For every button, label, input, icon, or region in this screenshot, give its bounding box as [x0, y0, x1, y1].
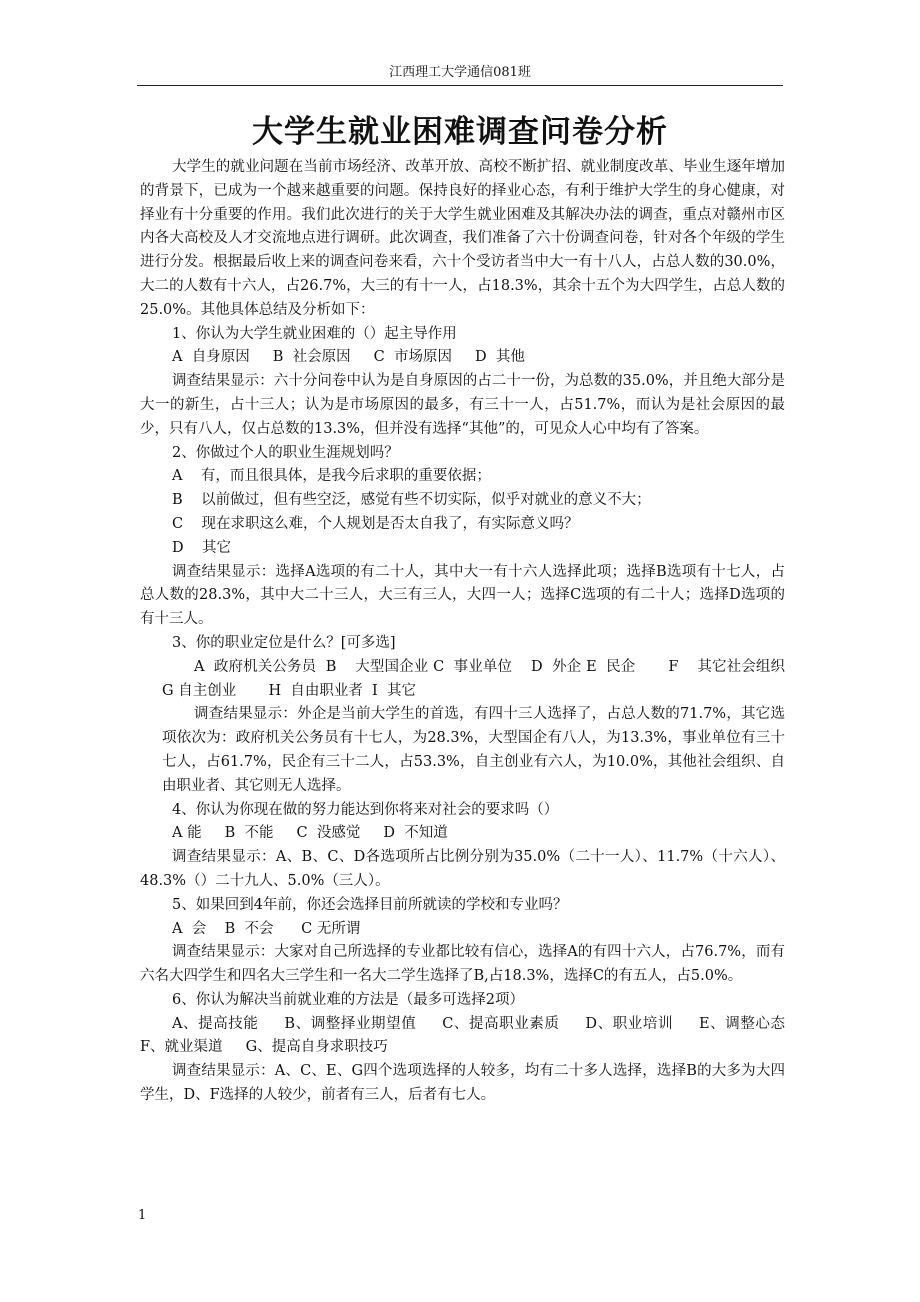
question-1: 1、你认为大学生就业困难的（）起主导作用: [172, 325, 457, 342]
question-3-options: A 政府机关公务员 B 大型国企业 C 事业单位 D 外企 E 民企 F 其它社会组织 G 自主创业 H 自由职业者 I 其它: [162, 658, 809, 699]
question-4-options: A 能 B 不能 C 没感觉 D 不知道: [172, 825, 448, 842]
document-body: [140, 156, 809, 1108]
header-rule: [137, 85, 783, 86]
question-2-option-c: C 现在求职这么难，个人规划是否太自我了，有实际意义吗？: [172, 515, 579, 532]
question-3: 3、你的职业定位是什么？[可多选]: [172, 634, 396, 651]
question-6-result: 调查结果显示：A、C、E、G四个选项选择的人较多，均有二十多人选择，选择B的大多为大四学生，D、F选择的人较少，前者有三人，后者有七人。: [140, 1063, 785, 1104]
question-2-option-d: D 其它: [172, 539, 232, 556]
question-4: 4、你认为你现在做的努力能达到你将来对社会的要求吗（）: [172, 801, 559, 818]
question-6-options: A、提高技能 B、调整择业期望值 C、提高职业素质 D、职业培训 E、调整心态 F、就业渠道 G、提高自身求职技巧: [140, 1015, 809, 1056]
question-3-result: 调查结果显示：外企是当前大学生的首选，有四十三人选择了，占总人数的71.7%，其它选项依次为：政府机关公务员有十七人，为28.3%，大型国企有八人，为13.3%，事业单位有三十七人，占61.7%，民企有三十二人，占53.3%，自主创业有六人，为10.0%，其他社会组织、自由职业者、其它则无人选择。: [162, 706, 785, 794]
question-5-result: 调查结果显示：大家对自己所选择的专业都比较有信心，选择A的有四十六人，占76.7%，而有六名大四学生和四名大三学生和一名大二学生选择了B,占18.3%，选择C的有五人，占5.0%。: [140, 944, 785, 985]
question-2-result: 调查结果显示：选择A选项的有二十人，其中大一有十六人选择此项；选择B选项有十七人，占总人数的28.3%，其中大二十三人，大三有三人，大四一人；选择C选项的有二十人；选择D选项的有十三人。: [140, 563, 785, 628]
question-1-result: 调查结果显示：六十分问卷中认为是自身原因的占二十一份，为总数的35.0%，并且绝大部分是大一的新生，占十三人；认为是市场原因的最多，有三十一人，占51.7%，而认为是社会原因的最少，只有八人，仅占总数的13.3%，但并没有选择“其他”的，可见众人心中均有了答案。: [140, 373, 785, 437]
question-4-result: 调查结果显示：A、B、C、D各选项所占比例分别为35.0%（二十一人）、11.7%（十六人）、48.3%（）二十九人、5.0%（三人）。: [140, 849, 785, 889]
page-header: 江西理工大学通信081班: [389, 65, 531, 80]
question-6: 6、你认为解决当前就业难的方法是（最多可选择2项）: [172, 991, 524, 1008]
question-2-option-a: A 有，而且很具体，是我今后求职的重要依据；: [172, 468, 491, 485]
question-2: 2、你做过个人的职业生涯规划吗？: [172, 444, 399, 461]
intro-paragraph: 大学生的就业问题在当前市场经济、改革开放、高校不断扩招、就业制度改革、毕业生逐年增加的背景下，已成为一个越来越重要的问题。保持良好的择业心态，有利于维护大学生的身心健康，对择业有十分重要的作用。我们此次进行的关于大学生就业困难及其解决办法的调查，重点对赣州市区内各大高校及人才交流地点进行调研。此次调查，我们准备了六十份调查问卷，针对各个年级的学生进行分发。根据最后收上来的调查问卷来看，六十个受访者当中大一有十八人，占总人数的30.0%，大二的人数有十六人，占26.7%，大三的有十一人，占18.3%，其余十五个为大四学生，占总人数的25.0%。其他具体总结及分析如下：: [140, 159, 785, 318]
question-1-options: A 自身原因 B 社会原因 C 市场原因 D 其他: [172, 349, 525, 366]
question-2-option-b: B 以前做过，但有些空泛，感觉有些不切实际，似乎对就业的意义不大；: [172, 492, 651, 509]
document-title: 大学生就业困难调查问卷分析: [252, 114, 668, 150]
question-5: 5、如果回到4年前，你还会选择目前所就读的学校和专业吗？: [172, 896, 568, 913]
question-5-options: A 会 B 不会 C 无所谓: [172, 920, 361, 937]
page-number: 1: [138, 1208, 147, 1223]
